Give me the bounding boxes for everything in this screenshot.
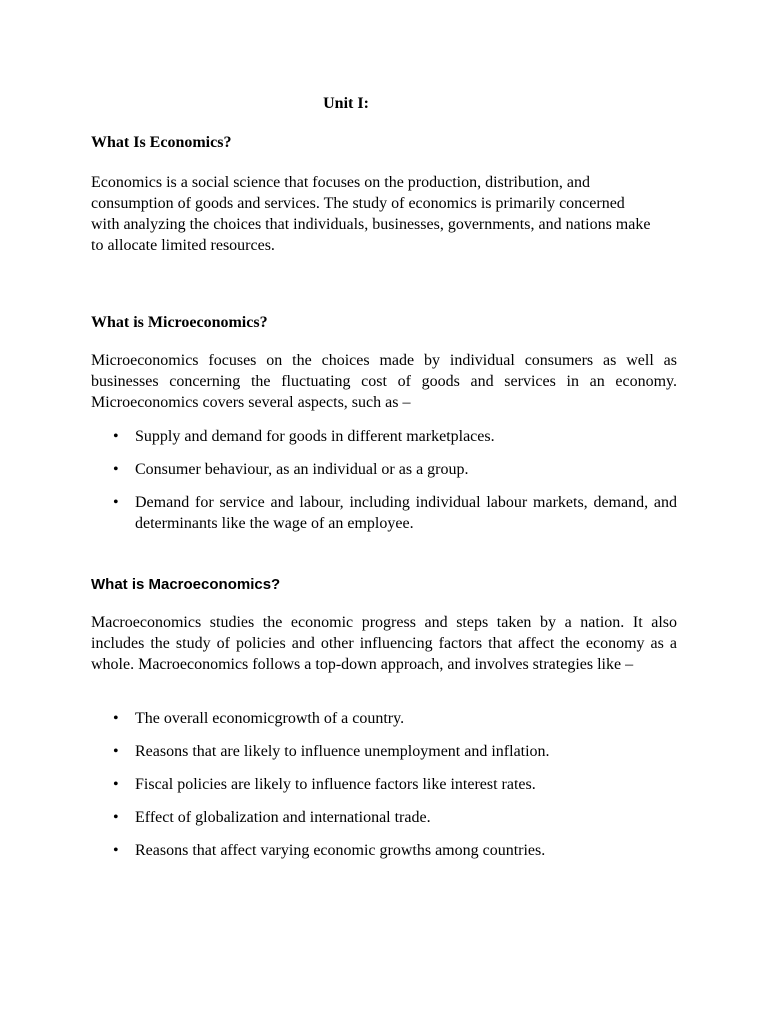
list-item	[91, 492, 677, 534]
list-item-text: Demand for service and labour, including individual labour markets, demand, and determinants like the wage of an employee.	[135, 494, 677, 532]
bullet-icon: •	[113, 743, 119, 760]
bullet-icon: •	[113, 710, 119, 727]
bullet-icon: •	[113, 809, 119, 826]
list-item-text: Consumer behaviour, as an individual or as a group.	[135, 461, 469, 478]
list-item	[91, 708, 677, 729]
bullet-icon: •	[113, 428, 119, 445]
list-item	[91, 774, 677, 795]
list-item-text: Reasons that affect varying economic growths among countries.	[135, 842, 546, 859]
heading-what-is-microeconomics: What is Microeconomics?	[91, 314, 268, 331]
list-item	[91, 426, 677, 447]
paragraph-macroeconomics: Macroeconomics studies the economic progress and steps taken by a nation. It also includes the study of policies and other influencing factors that affect the economy as a whole. Macroeconomics follows a top-down approach, and involves strategies like –	[91, 614, 677, 673]
bullet-icon: •	[113, 461, 119, 478]
bullet-icon: •	[113, 842, 119, 859]
heading-what-is-economics: What Is Economics?	[91, 134, 232, 151]
paragraph-microeconomics: Microeconomics focuses on the choices made by individual consumers as well as businesses concerning the fluctuating cost of goods and services in an economy. Microeconomics covers several aspects, such as –	[91, 352, 677, 411]
bullet-icon: •	[113, 776, 119, 793]
macroeconomics-bullet-list	[91, 708, 677, 861]
list-item-text: Reasons that are likely to influence unemployment and inflation.	[135, 743, 550, 760]
list-item-text: Fiscal policies are likely to influence factors like interest rates.	[135, 776, 536, 793]
list-item	[91, 459, 677, 480]
list-item	[91, 807, 677, 828]
page-title: Unit I:	[323, 95, 369, 112]
list-item-text: Supply and demand for goods in different marketplaces.	[135, 428, 495, 445]
bullet-icon: •	[113, 494, 119, 511]
paragraph-economics: Economics is a social science that focuses on the production, distribution, and consumption of goods and services. The study of economics is primarily concerned with analyzing the choices that individuals, businesses, governments, and nations make to allocate limited resources.	[91, 174, 651, 254]
list-item-text: Effect of globalization and international trade.	[135, 809, 431, 826]
microeconomics-bullet-list	[91, 426, 677, 534]
list-item-text: The overall economicgrowth of a country.	[135, 710, 405, 727]
list-item	[91, 840, 677, 861]
list-item	[91, 741, 677, 762]
heading-what-is-macroeconomics: What is Macroeconomics?	[91, 576, 281, 593]
